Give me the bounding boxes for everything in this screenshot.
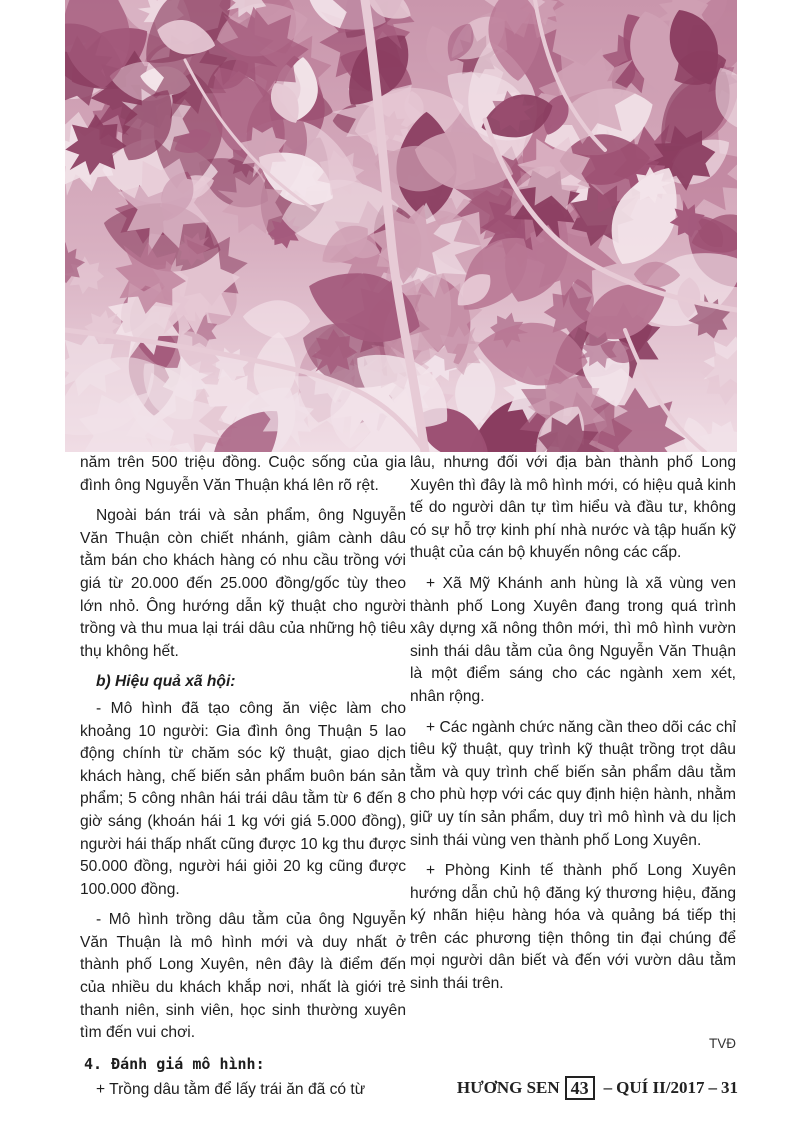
paragraph: + Phòng Kinh tế thành phố Long Xuyên hướng dẫn chủ hộ đăng ký thương hiệu, đăng ký nhãn hiệu hàng hóa và quảng bá tiếp thị trên các phương tiện thông tin đại chúng để mọi người dân biết và đến với vườn dâu tằm sinh thái trên. xyxy=(410,862,736,993)
page-footer xyxy=(430,1076,738,1100)
issue-quarter: QUÍ II/2017 xyxy=(616,1078,705,1097)
paragraph: - Mô hình đã tạo công ăn việc làm cho khoảng 10 người: Gia đình ông Thuận 5 lao động chính từ chăm sóc kỹ thuật, giao dịch khách hàng, chế biến sản phẩm buôn bán sản phẩm; 5 công nhân hái trái dâu tằm từ 6 đến 8 giờ sáng (khoán hái 1 kg với giá 5.000 đồng), người hái thấp nhất cũng được 10 kg thu được 50.000 đồng, người hái giỏi 20 kg cũng được 100.000 đồng. xyxy=(80,699,406,898)
footer-dash: – xyxy=(603,1078,613,1097)
paragraph: Ngoài bán trái và sản phẩm, ông Nguyễn Văn Thuận còn chiết nhánh, giâm cành dâu tằm bán cho khách hàng có nhu cầu trồng với giá từ 20.000 đến 25.000 đồng/gốc tùy theo lớn nhỏ. Ông hướng dẫn kỹ thuật cho người trồng và thu mua lại trái dâu của những hộ tiêu thụ không hết. xyxy=(80,507,406,660)
subheading: b) Hiệu quả xã hội: xyxy=(96,673,236,691)
author-initials: TVĐ xyxy=(709,1036,736,1051)
section-heading: 4. Đánh giá mô hình: xyxy=(84,1054,265,1073)
magazine-name: HƯƠNG SEN xyxy=(456,1078,560,1097)
paragraph: - Mô hình trồng dâu tằm của ông Nguyễn Văn Thuận là mô hình mới và duy nhất ở thành phố Long Xuyên, nên đây là điểm đến của nhiều du khách khắp nơi, nhất là giới trẻ thanh niên, sinh viên, học sinh thường xuyên tìm đến vui chơi. xyxy=(80,911,406,1042)
mulberry-leaves-photo xyxy=(65,0,737,452)
page-number: 31 xyxy=(721,1078,738,1097)
paragraph: lâu, nhưng đối với địa bàn thành phố Long Xuyên thì đây là mô hình mới, có hiệu quả kinh tế do người dân tự tìm hiểu và đầu tư, không có sự hỗ trợ kinh phí nhà nước và tập huấn kỹ thuật của cán bộ khuyến nông các cấp. xyxy=(410,454,736,562)
paragraph: năm trên 500 triệu đồng. Cuộc sống của gia đình ông Nguyễn Văn Thuận khá lên rõ rệt. xyxy=(80,454,406,494)
paragraph: + Xã Mỹ Khánh anh hùng là xã vùng ven thành phố Long Xuyên đang trong quá trình xây dựng xã nông thôn mới, thì mô hình vườn sinh thái dâu tằm của ông Nguyễn Văn Thuận là một điểm sáng cho các ngành xem xét, nhân rộng. xyxy=(410,574,736,705)
paragraph: + Các ngành chức năng cần theo dõi các chỉ tiêu kỹ thuật, quy trình kỹ thuật trồng trọt dâu tằm và quy trình chế biến sản phẩm dâu tằm cho phù hợp với các quy định hiện hành, nhằm giữ uy tín sản phẩm, duy trì mô hình và du lịch sinh thái vùng ven thành phố Long Xuyên. xyxy=(410,718,736,849)
paragraph: + Trồng dâu tằm để lấy trái ăn đã có từ xyxy=(96,1081,366,1099)
right-column xyxy=(410,452,736,1004)
issue-number: 43 xyxy=(565,1076,595,1100)
footer-dash: – xyxy=(708,1078,717,1097)
left-column xyxy=(80,452,406,1110)
photo-drawing xyxy=(65,0,737,452)
